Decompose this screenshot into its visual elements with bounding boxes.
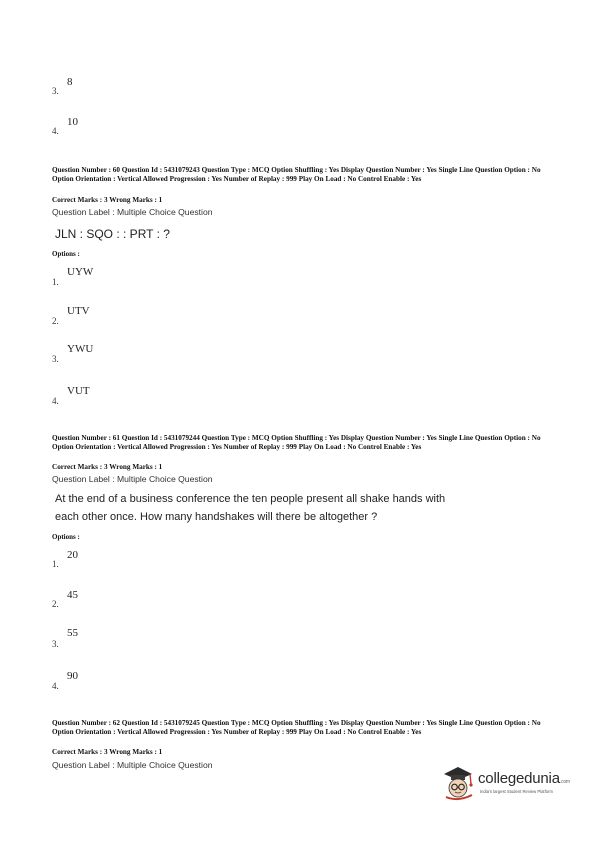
option-number: 4.	[52, 681, 59, 691]
option-number: 3.	[52, 86, 59, 96]
question-label: Question Label : Multiple Choice Question	[52, 474, 213, 484]
option-number: 3.	[52, 354, 59, 364]
option-value: YWU	[67, 343, 94, 355]
option-number: 2.	[52, 316, 59, 326]
option-number: 1.	[52, 277, 59, 287]
option-value: 90	[67, 670, 78, 682]
question-label: Question Label : Multiple Choice Question	[52, 760, 213, 770]
question-text-line2: each other once. How many handshakes will there be altogether ?	[55, 511, 378, 523]
option-number: 4.	[52, 396, 59, 406]
question-marks: Correct Marks : 3 Wrong Marks : 1	[52, 748, 163, 756]
collegedunia-logo	[440, 764, 580, 804]
option-value: UTV	[67, 305, 90, 317]
options-header: Options :	[52, 533, 80, 541]
question-text-line1: At the end of a business conference the ten people present all shake hands with	[55, 493, 446, 505]
mascot-icon	[440, 764, 476, 802]
option-number: 2.	[52, 599, 59, 609]
logo-suffix: .com	[559, 779, 570, 785]
option-value: 45	[67, 589, 78, 601]
option-value: VUT	[67, 385, 90, 397]
option-value: 10	[67, 116, 78, 128]
option-value: 20	[67, 549, 78, 561]
option-number: 4.	[52, 126, 59, 136]
question-marks: Correct Marks : 3 Wrong Marks : 1	[52, 196, 163, 204]
option-number: 1.	[52, 559, 59, 569]
question-meta: Question Number : 61 Question Id : 5431079244 Question Type : MCQ Option Shuffling : Yes Display Question Number : Yes Single Line Question Option : No Option Orientation : Vertical Allowed Progression : Yes Number of Replay : 999 Play On Load : No Control Enable : Yes	[52, 434, 541, 451]
question-marks: Correct Marks : 3 Wrong Marks : 1	[52, 463, 163, 471]
options-header: Options :	[52, 250, 80, 258]
logo-name: collegedunia	[478, 770, 560, 787]
option-value: 8	[67, 76, 73, 88]
question-text: JLN : SQO : : PRT : ?	[55, 227, 170, 241]
option-value: UYW	[67, 266, 94, 278]
question-meta: Question Number : 60 Question Id : 5431079243 Question Type : MCQ Option Shuffling : Yes Display Question Number : Yes Single Line Question Option : No Option Orientation : Vertical Allowed Progression : Yes Number of Replay : 999 Play On Load : No Control Enable : Yes	[52, 166, 541, 183]
question-meta: Question Number : 62 Question Id : 5431079245 Question Type : MCQ Option Shuffling : Yes Display Question Number : Yes Single Line Question Option : No Option Orientation : Vertical Allowed Progression : Yes Number of Replay : 999 Play On Load : No Control Enable : Yes	[52, 719, 541, 736]
question-label: Question Label : Multiple Choice Question	[52, 207, 213, 217]
logo-tagline: India's largest Student Review Platform	[480, 789, 553, 794]
option-value: 55	[67, 627, 78, 639]
option-number: 3.	[52, 639, 59, 649]
